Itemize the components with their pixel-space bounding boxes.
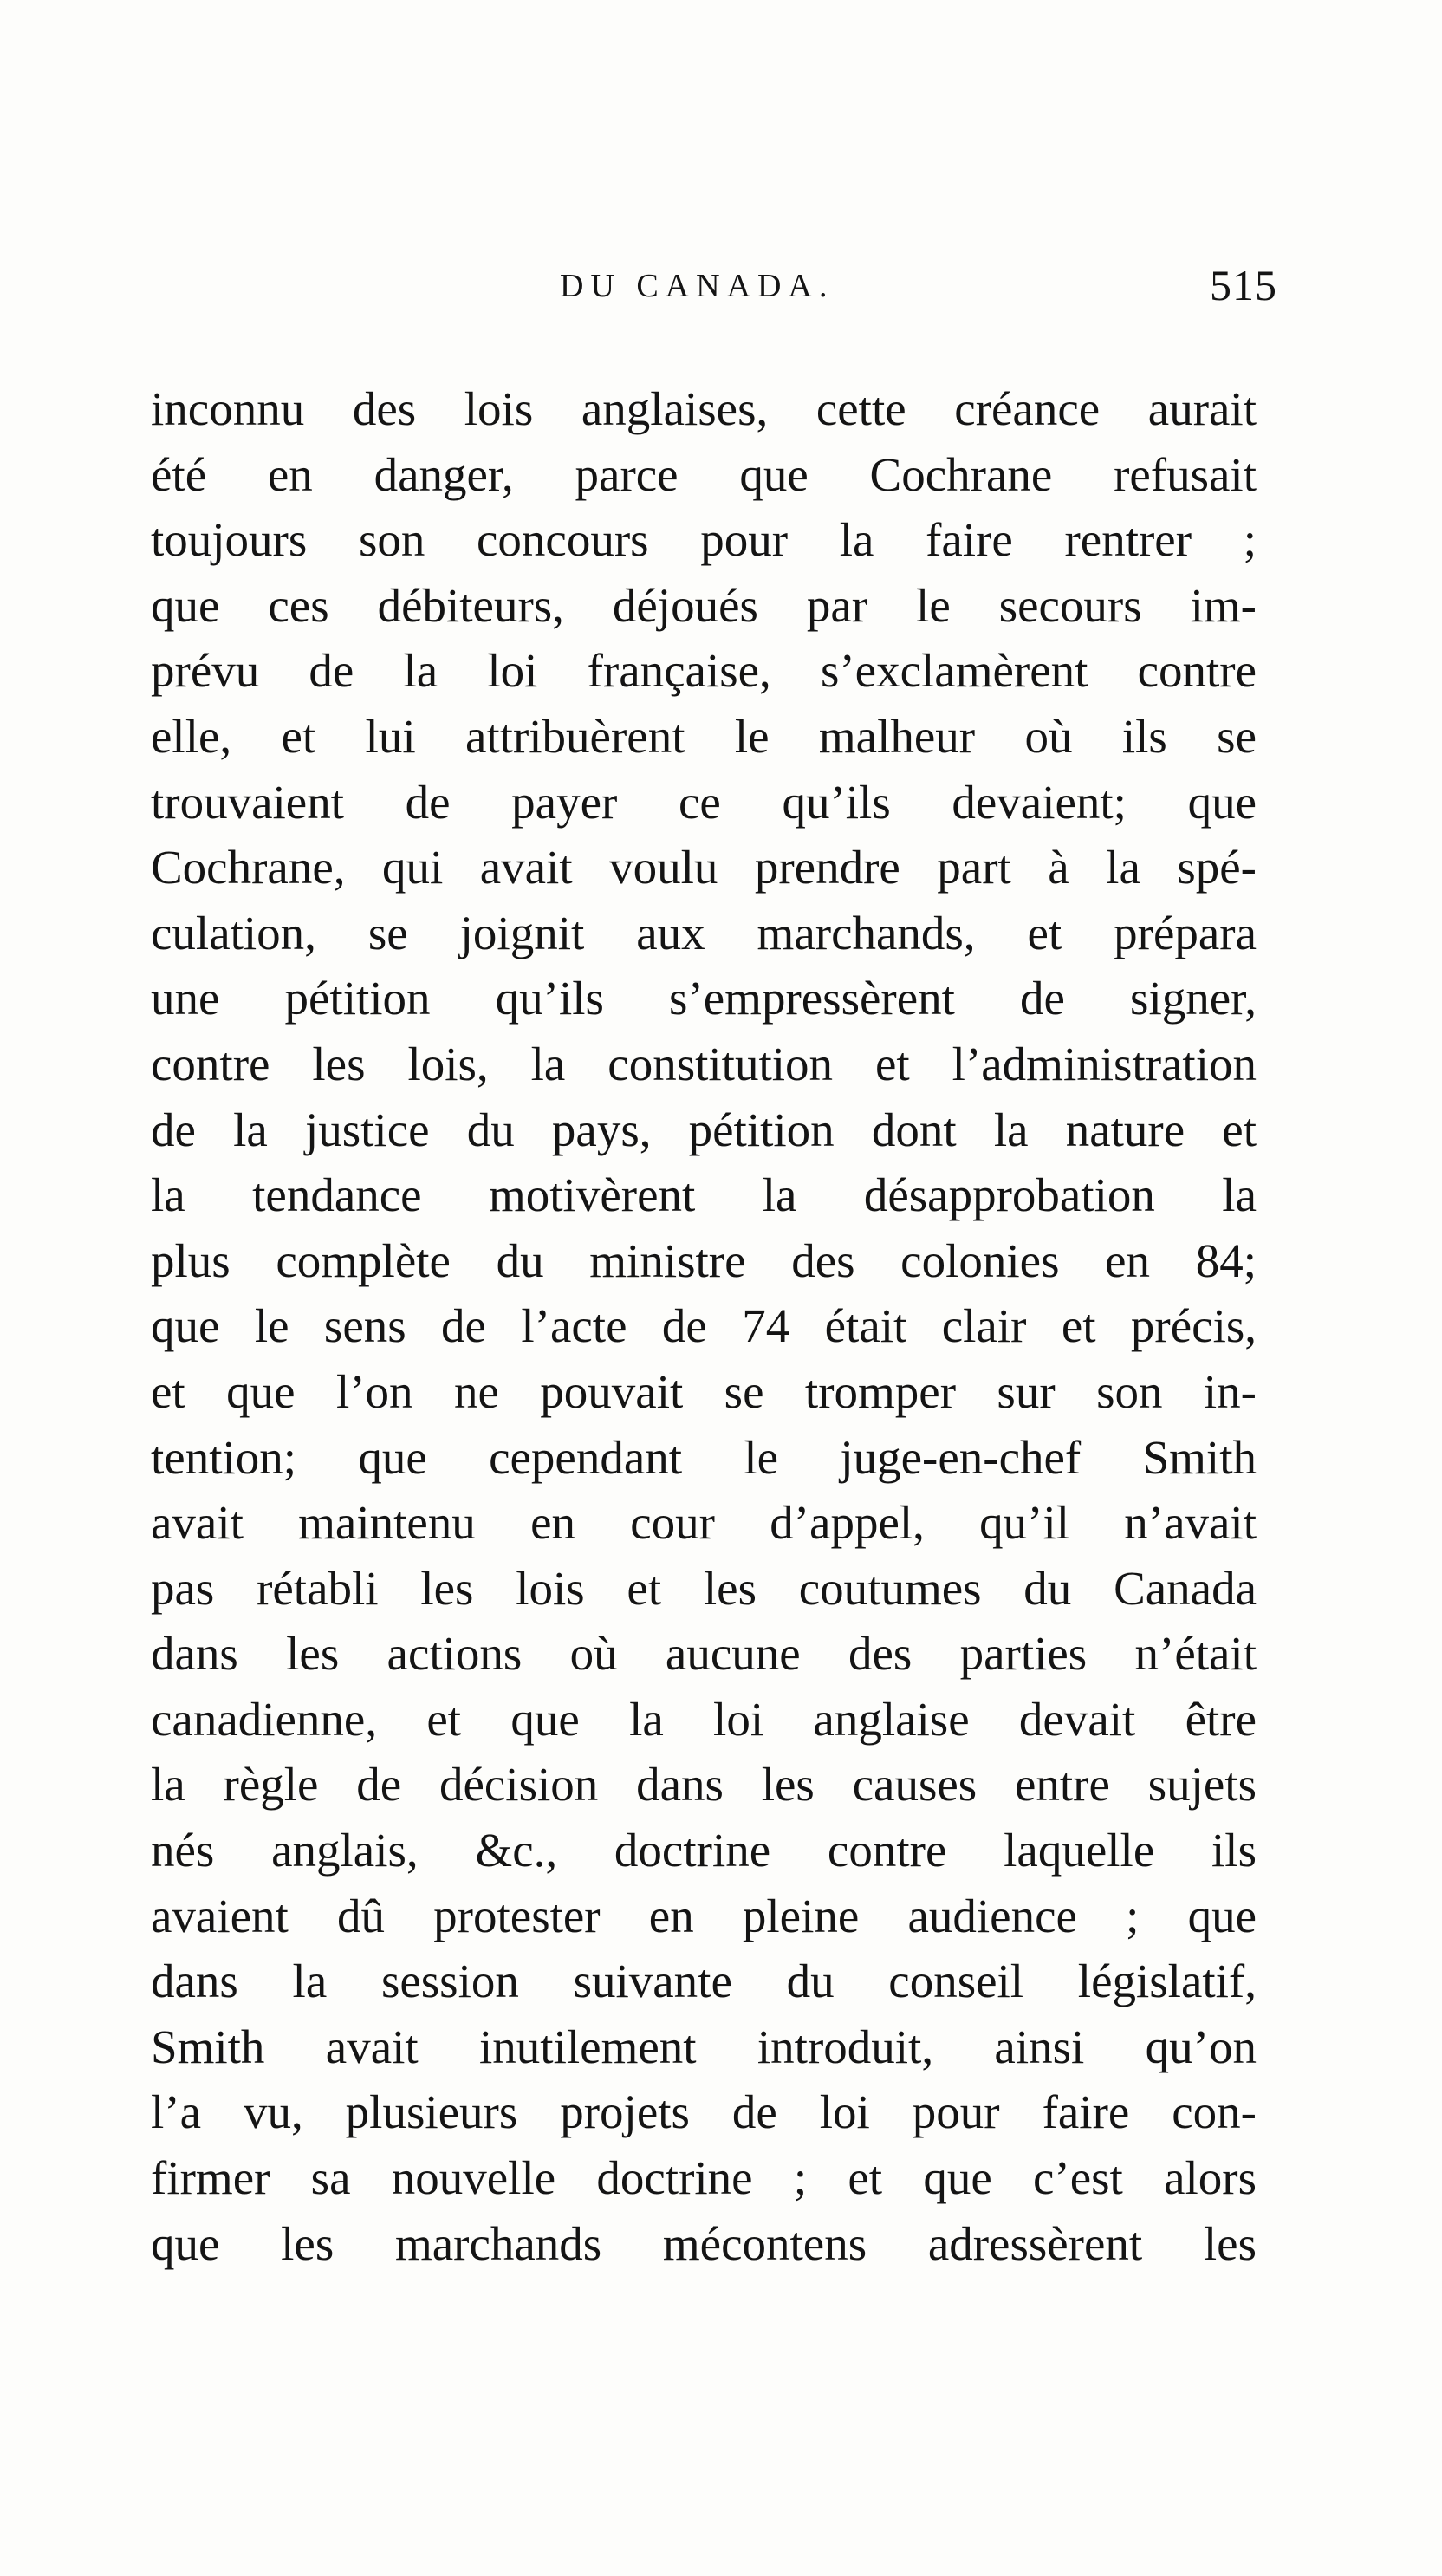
text-line: l’a vu, plusieurs projets de loi pour faire con- bbox=[151, 2085, 1257, 2139]
text-line: une pétition qu’ils s’empressèrent de signer, bbox=[151, 972, 1257, 1025]
text-line: Cochrane, qui avait voulu prendre part à la spé- bbox=[151, 841, 1257, 894]
text-line: été en danger, parce que Cochrane refusait bbox=[151, 447, 1257, 501]
text-line: avaient dû protester en pleine audience ; que bbox=[151, 1889, 1257, 1942]
body-text bbox=[151, 376, 1257, 2276]
text-line: toujours son concours pour la faire rentrer ; bbox=[151, 513, 1257, 567]
text-line: de la justice du pays, pétition dont la nature et bbox=[151, 1103, 1257, 1156]
text-line: pas rétabli les lois et les coutumes du Canada bbox=[151, 1561, 1257, 1615]
text-line: la tendance motivèrent la désapprobation la bbox=[151, 1168, 1257, 1222]
text-line: plus complète du ministre des colonies en 84; bbox=[151, 1233, 1257, 1287]
text-line: et que l’on ne pouvait se tromper sur son in- bbox=[151, 1364, 1257, 1418]
text-line: culation, se joignit aux marchands, et prépara bbox=[151, 906, 1257, 959]
text-line: canadienne, et que la loi anglaise devait être bbox=[151, 1692, 1257, 1746]
text-line: que les marchands mécontens adressèrent les bbox=[151, 2216, 1257, 2270]
text-line: trouvaient de payer ce qu’ils devaient; que bbox=[151, 775, 1257, 829]
text-line: dans la session suivante du conseil législatif, bbox=[151, 1955, 1257, 2008]
text-line: que ces débiteurs, déjoués par le secours im- bbox=[151, 578, 1257, 632]
text-line: inconnu des lois anglaises, cette créance aurait bbox=[151, 382, 1257, 435]
text-line: Smith avait inutilement introduit, ainsi qu’on bbox=[151, 2020, 1257, 2073]
text-line: firmer sa nouvelle doctrine ; et que c’est alors bbox=[151, 2151, 1257, 2205]
text-line: la règle de décision dans les causes entre sujets bbox=[151, 1758, 1257, 1812]
text-line: dans les actions où aucune des parties n’était bbox=[151, 1627, 1257, 1681]
running-head bbox=[151, 260, 1277, 321]
text-line: nés anglais, &c., doctrine contre laquelle ils bbox=[151, 1824, 1257, 1877]
text-line: prévu de la loi française, s’exclamèrent contre bbox=[151, 644, 1257, 698]
text-line: avait maintenu en cour d’appel, qu’il n’avait bbox=[151, 1496, 1257, 1550]
text-line: contre les lois, la constitution et l’administration bbox=[151, 1037, 1257, 1090]
page-number: 515 bbox=[1210, 261, 1277, 309]
running-title: DU CANADA. bbox=[560, 268, 835, 304]
text-line: tention; que cependant le juge-en-chef Smith bbox=[151, 1430, 1257, 1484]
text-line: que le sens de l’acte de 74 était clair et précis, bbox=[151, 1299, 1257, 1353]
text-line: elle, et lui attribuèrent le malheur où ils se bbox=[151, 709, 1257, 763]
